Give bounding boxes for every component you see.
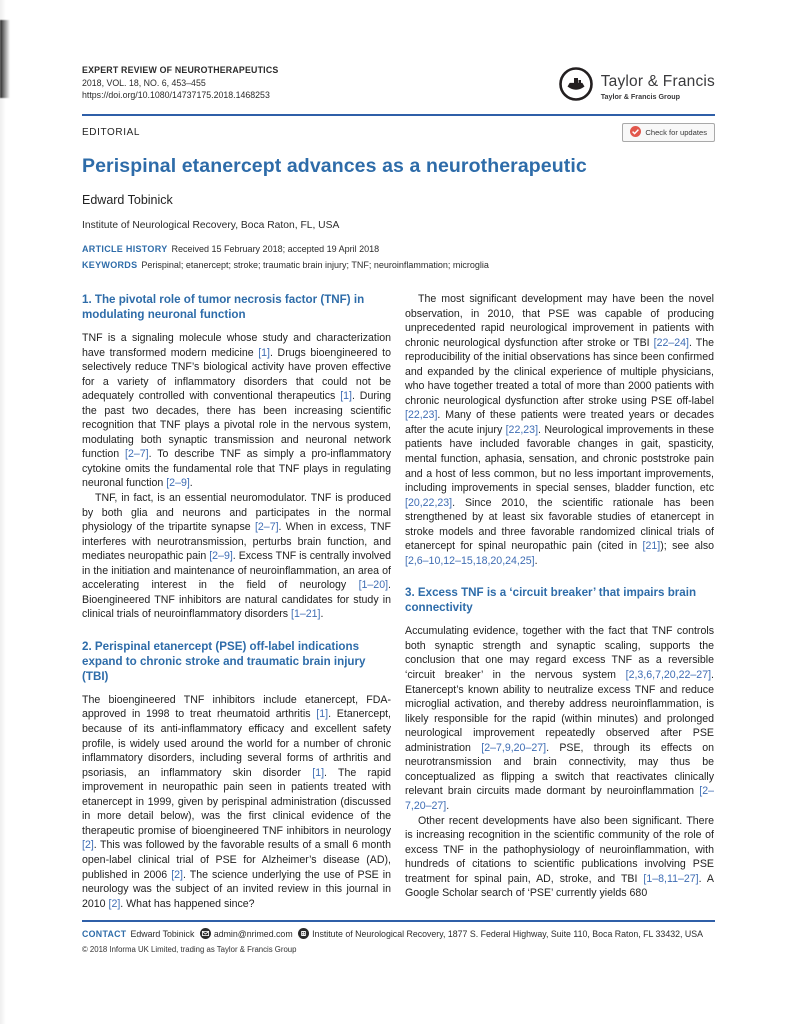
check-for-updates-button[interactable] [622,123,715,142]
contact-label: CONTACT [82,929,127,940]
article-type-label: EDITORIAL [82,127,141,138]
section-1-paragraph-2: TNF, in fact, is an essential neuromodulator. TNF is produced by both glia and neurons and participates in the normal physiology of the tripartite synapse [2–7]. When in excess, TNF interferes with neurotransmission, perturbs brain function, and mediates neuropathic pain [2–9]. Excess TNF is centrally involved in the initiation and maintenance of neuroinflammation, an area of accelerating interest in the field of neurology [1–20]. Bioengineered TNF inhibitors are natural candidates for study in clinical trials of neuroinflammatory disorders [1–21]. [82,492,392,621]
journal-volume: 2018, VOL. 18, NO. 6, 453–455 [82,77,206,88]
section-1-heading: 1. The pivotal role of tumor necrosis factor (TNF) in modulating neuronal function [82,293,365,321]
publisher-logo-text [601,73,715,101]
section-3-heading: 3. Excess TNF is a ‘circuit breaker’ that impairs brain connectivity [405,586,697,615]
check-for-updates-label: Check for updates [645,128,707,137]
envelope-icon [200,928,211,941]
header-rule [82,114,715,116]
article-history [82,244,715,254]
copyright-line: © 2018 Informa UK Limited, trading as Taylor & Francis Group [82,945,297,955]
section-2-heading: 2. Perispinal etanercept (PSE) off-label indications expand to chronic stroke and traumatic brain injury (TBI) [82,639,366,683]
contact-email-link[interactable]: admin@nrimed.com [213,929,293,940]
section-3-paragraph-2: Other recent developments have also been significant. There is increasing recognition in the scientific community of the role of excess TNF in the pathophysiology of neuroinflammation, with hundreds of citations to scientific publications involving PSE treatment for spinal pain, AD, stroke, and TBI [1–8,11–27]. A Google Scholar search of ‘PSE’ currently yields 680 [405,814,714,900]
editorial-row [82,123,715,142]
journal-header [82,64,715,107]
crossmark-icon [630,126,641,139]
taylor-francis-ship-icon [558,66,594,107]
contact-line [82,928,715,941]
article-body [82,292,715,911]
keywords-label: KEYWORDS [82,260,138,270]
publisher-name: Taylor & Francis [600,72,715,90]
publisher-group: Taylor & Francis Group [600,91,681,101]
right-paragraph-1: The most significant development may have been the novel observation, in 2010, that PSE was capable of producing unprecedented rapid neurological improvement in patients with chronic neurological dysfunction after stroke or TBI [22–24]. The reproducibility of the initial observations has since been confirmed and expanded by the clinical experience of multiple physicians, who have together treated a total of more than 2000 patients with chronic neurological dysfunction after stroke using PSE off-label [22,23]. Many of these patients were treated years or decades after the acute injury [22,23]. Neurological improvements in these patients have included favorable changes in gait, spasticity, mental function, aphasia, sensation, and chronic poststroke pain and a host of less common, but no less important improvements, including improvements in special senses, bladder function, etc [20,22,23]. Since 2010, the scientific rationale has been strengthened by at least six favorable studies of etanercept in stroke models and three favorable randomized clinical trials of etanercept for spinal neuropathic pain (cited in [21]); see also [2,6–10,12–15,18,20,24,25]. [405,293,715,567]
page-content [82,64,715,954]
author-affiliation: Institute of Neurological Recovery, Boca Raton, FL, USA [82,220,340,231]
keywords-text: Perispinal; etanercept; stroke; traumatic brain injury; TNF; neuroinflammation; microglia [141,260,489,270]
journal-meta [82,64,278,102]
article-history-label: ARTICLE HISTORY [82,244,168,254]
publisher-logo [558,66,715,107]
contact-name: Edward Tobinick [130,929,195,940]
journal-name: EXPERT REVIEW OF NEUROTHERAPEUTICS [82,65,279,75]
scan-edge-artifact [0,0,6,1024]
right-column [405,292,714,911]
building-icon [298,928,309,941]
article-title: Perispinal etanercept advances as a neurotherapeutic [82,155,587,177]
contact-address: Institute of Neurological Recovery, 1877 S. Federal Highway, Suite 110, Boca Raton, FL 33432, USA [312,929,703,940]
journal-doi: https://doi.org/10.1080/14737175.2018.1468253 [82,90,270,100]
page-footer [82,920,715,954]
section-2-paragraph-1: The bioengineered TNF inhibitors include etanercept, FDA-approved in 1998 to treat rheumatoid arthritis [1]. Etanercept, because of its anti-inflammatory efficacy and excellent safety profile, is widely used around the world for a number of chronic inflammatory disorders, including several forms of arthritis and psoriasis, an inflammatory skin disorder [1]. The rapid improvement in neuropathic pain seen in patients treated with etanercept in 1999, given by perispinal administration (discussed in more detail below), was the first clinical evidence of the therapeutic promise of bioengineered TNF inhibitors in neurology [2]. This was followed by the favorable results of a small 6 month open-label clinical trial of PSE for Alzheimer’s disease (AD), published in 2006 [2]. The science underlying the use of PSE in neurology was the subject of an invited review in this journal in 2010 [2]. What has happened since? [82,693,392,910]
article-history-text: Received 15 February 2018; accepted 19 April 2018 [171,244,380,254]
left-column [82,292,391,911]
section-3-paragraph-1: Accumulating evidence, together with the fact that TNF controls both synaptic strength and synaptic scaling, supports the conclusion that one may regard excess TNF as a reversible ‘circuit breaker’ in the nervous system [2,3,6,7,20,22–27]. Etanercept’s known ability to neutralize excess TNF and reduce microglial activation, and thereby address neuroinflammation, is likely responsible for the rapid (within minutes) and prolonged neurological improvement repeatedly observed after PSE administration [2–7,9,20–27]. PSE, through its effects on neurotransmission and brain connectivity, may thus be conceptualized as flipping a switch that reactivates clinically relevant brain circuits made dormant by neuroinflammation [2–7,20–27]. [405,625,715,812]
author-name: Edward Tobinick [82,193,173,207]
section-1-paragraph-1: TNF is a signaling molecule whose study and characterization have transformed modern medicine [1]. Drugs bioengineered to selectively reduce TNF’s biological activity have proven effective for a variety of inflammatory disorders that could not be adequately controlled with conventional therapeutics [1]. During the past two decades, there has been increasing scientific recognition that TNF plays a pivotal role in the nervous system, modulating both synaptic transmission and neuronal network function [2–7]. To describe TNF as simply a pro-inflammatory cytokine omits the fundamental role that TNF plays in regulating neuronal function [2–9]. [82,332,391,490]
keywords [82,260,715,270]
